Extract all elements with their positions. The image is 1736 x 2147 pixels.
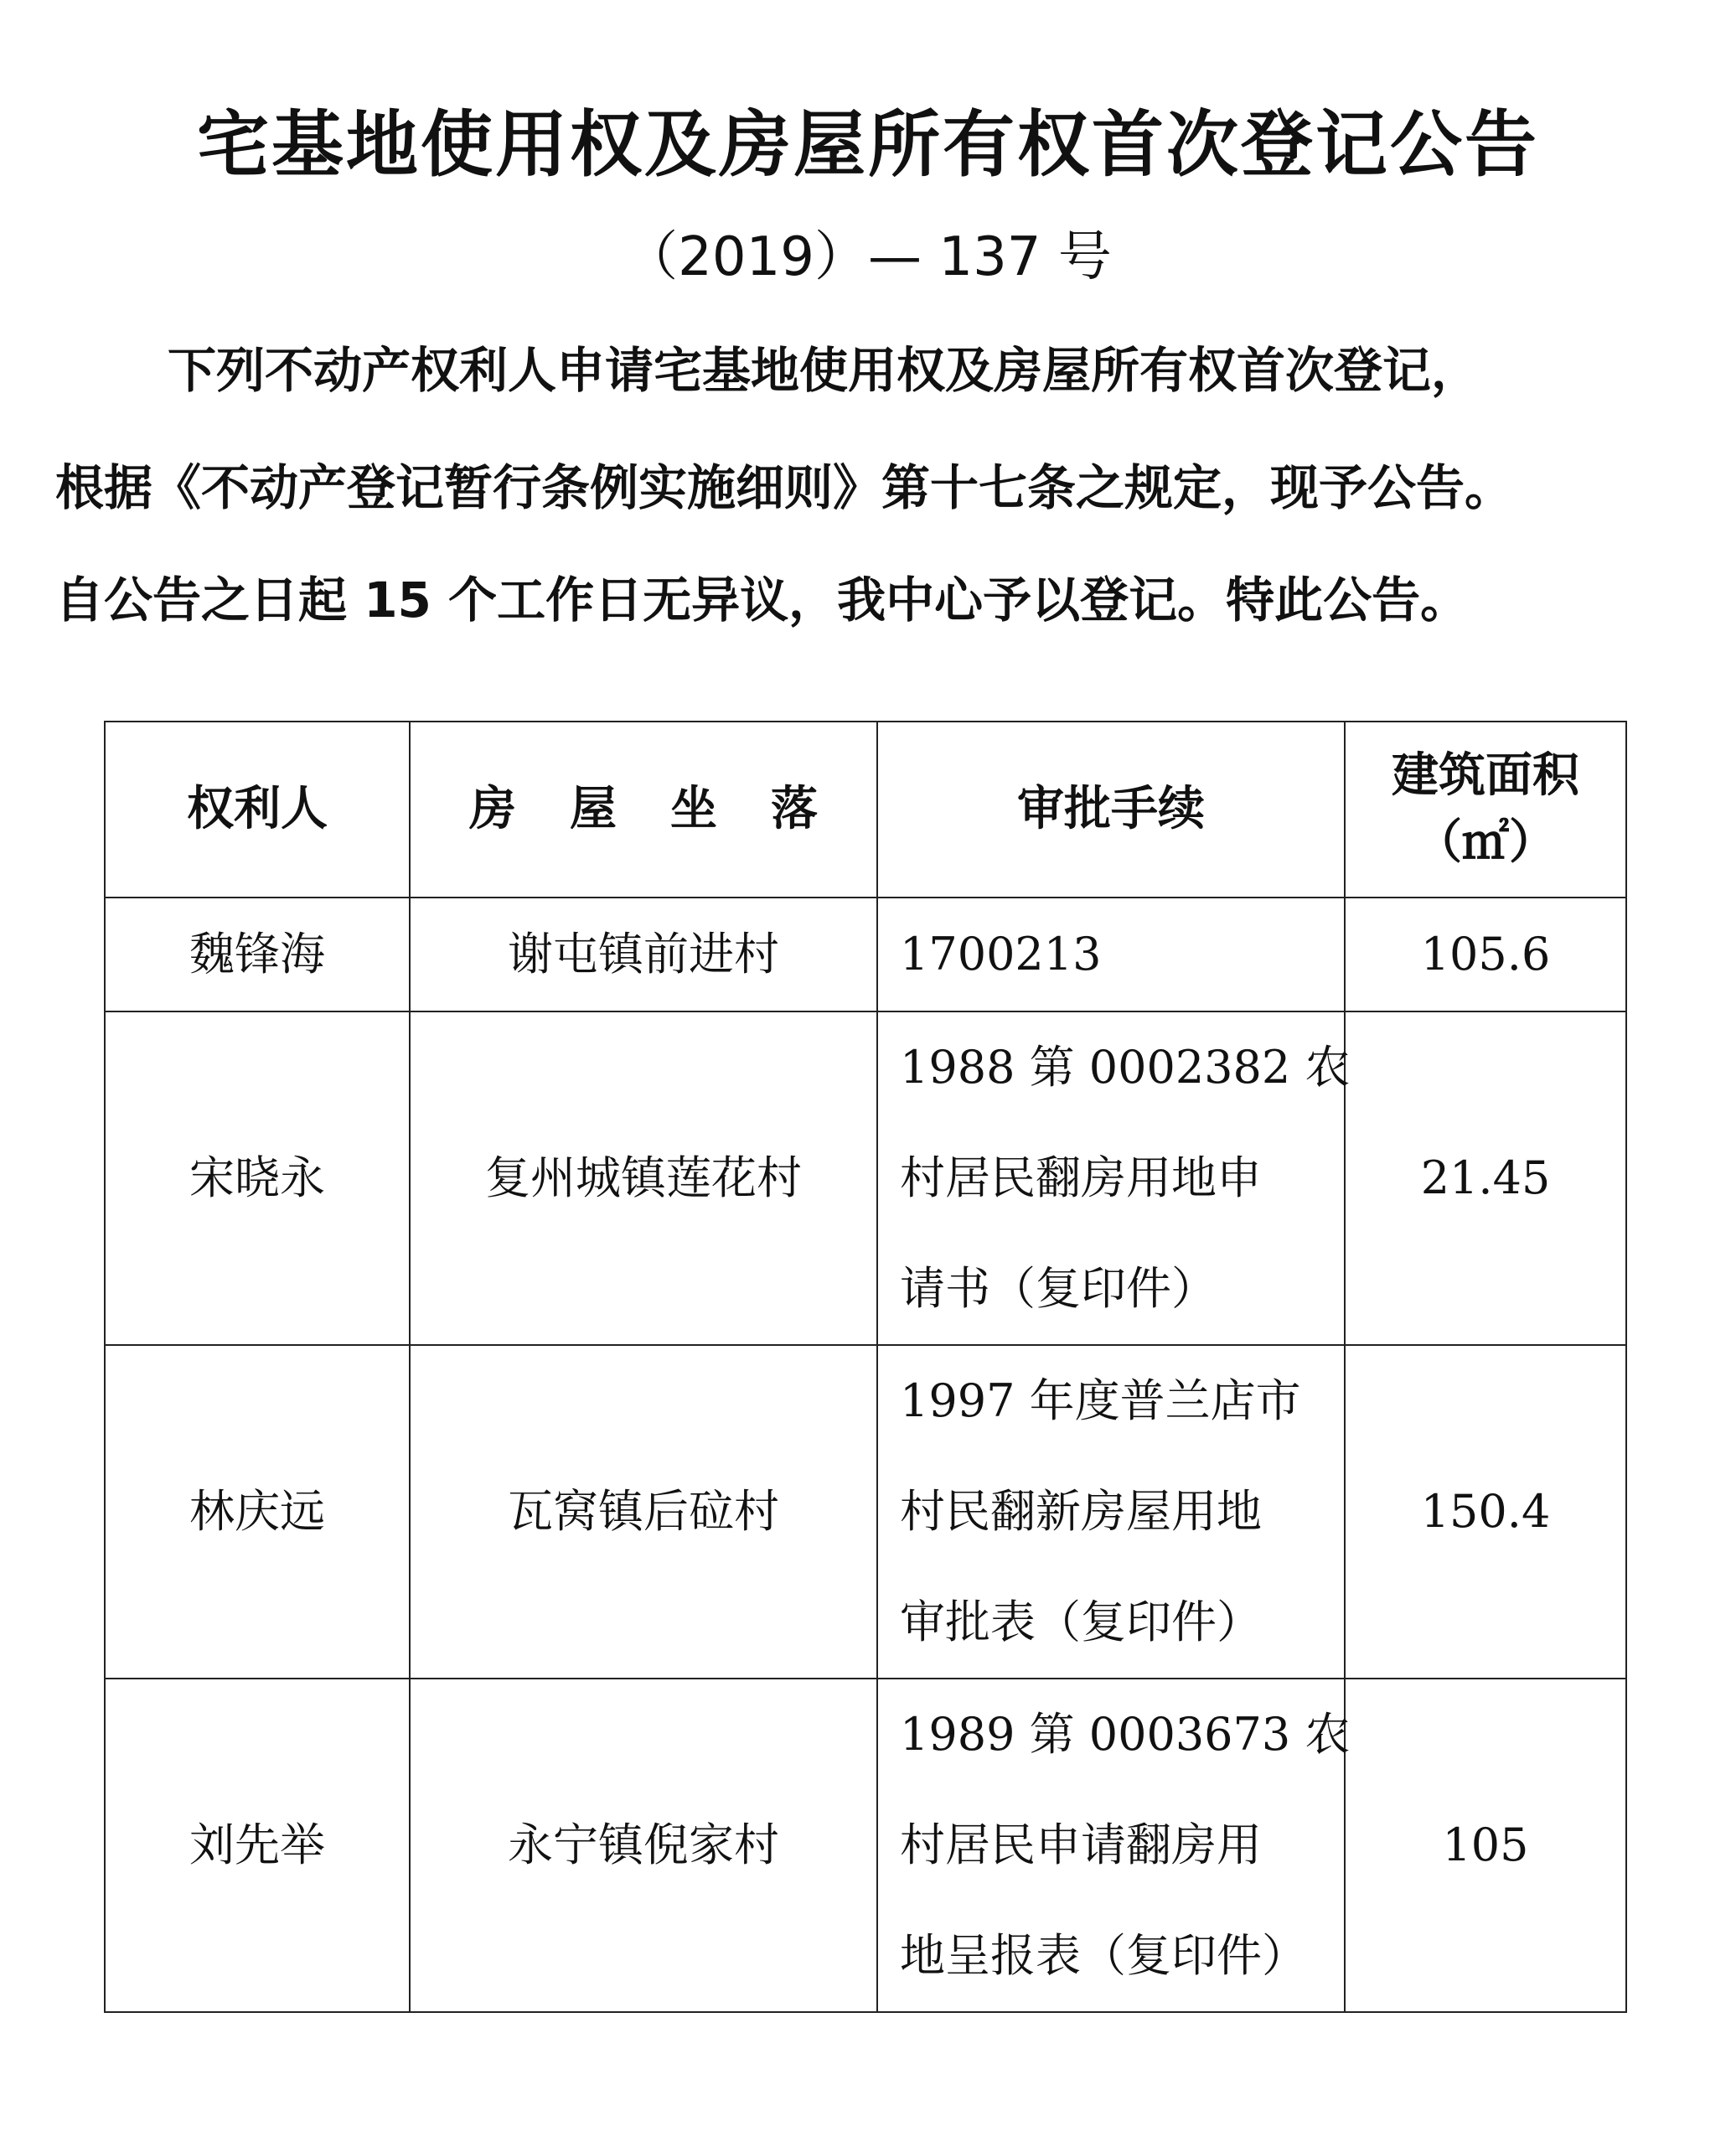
cell-area: 150.4: [1345, 1345, 1626, 1679]
cell-area: 105: [1345, 1679, 1626, 2012]
procedure-line: 审批表（复印件）: [900, 1596, 1262, 1648]
header-location: [410, 722, 877, 898]
body-paragraph-line-2: 根据《不动产登记暂行条例实施细则》第十七条之规定，现予公告。: [55, 459, 1514, 516]
cell-holder: 宋晓永: [105, 1011, 410, 1345]
cell-area: 105.6: [1345, 898, 1626, 1011]
procedure-line: 村居民申请翻房用: [900, 1818, 1262, 1871]
procedure-line: 村民翻新房屋用地: [900, 1485, 1262, 1538]
cell-area: 21.45: [1345, 1011, 1626, 1345]
table-row: [105, 898, 1626, 1011]
procedure-line: 1989 第 0003673 农: [900, 1708, 1351, 1761]
notice-title: 宅基地使用权及房屋所有权首次登记公告: [197, 103, 1539, 187]
table-row: [105, 1011, 1626, 1345]
cell-procedure: [877, 898, 1345, 1011]
cell-holder: 林庆远: [105, 1345, 410, 1679]
cell-procedure: [877, 1679, 1351, 2012]
procedure-line: 请书（复印件）: [900, 1262, 1217, 1315]
procedure-line: 地呈报表（复印件）: [900, 1929, 1307, 1982]
procedure-line: 村居民翻房用地申: [900, 1151, 1262, 1204]
header-area-label: 建筑面积: [1392, 748, 1579, 803]
procedure-line: 1997 年度普兰店市: [900, 1374, 1301, 1427]
table-row: [105, 1345, 1626, 1679]
document-number: （2019）— 137 号: [624, 226, 1112, 288]
body-paragraph-line-1: 下列不动产权利人申请宅基地使用权及房屋所有权首次登记，: [168, 342, 1480, 399]
cell-location: 永宁镇倪家村: [410, 1679, 877, 2012]
cell-location: 复州城镇莲花村: [410, 1011, 877, 1345]
header-location-label: 房屋坐落: [469, 782, 871, 836]
table-header-row: [105, 722, 1626, 898]
cell-location: 谢屯镇前进村: [410, 898, 877, 1011]
body-paragraph-line-3: 自公告之日起 15 个工作日无异议，我中心予以登记。特此公告。: [55, 572, 1470, 629]
header-holder: 权利人: [105, 722, 410, 898]
table-row: [105, 1679, 1626, 2012]
procedure-line: 1988 第 0002382 农: [900, 1041, 1351, 1094]
registration-table: [104, 721, 1627, 2013]
header-area: [1345, 722, 1626, 898]
cell-procedure: [877, 1011, 1351, 1345]
cell-holder: 魏锋海: [105, 898, 410, 1011]
cell-location: 瓦窝镇后砬村: [410, 1345, 877, 1679]
header-area-unit: （㎡）: [1415, 815, 1556, 870]
header-procedure: 审批手续: [877, 722, 1345, 898]
cell-holder: 刘先举: [105, 1679, 410, 2012]
procedure-line: 1700213: [900, 928, 1102, 980]
cell-procedure: [877, 1345, 1345, 1679]
